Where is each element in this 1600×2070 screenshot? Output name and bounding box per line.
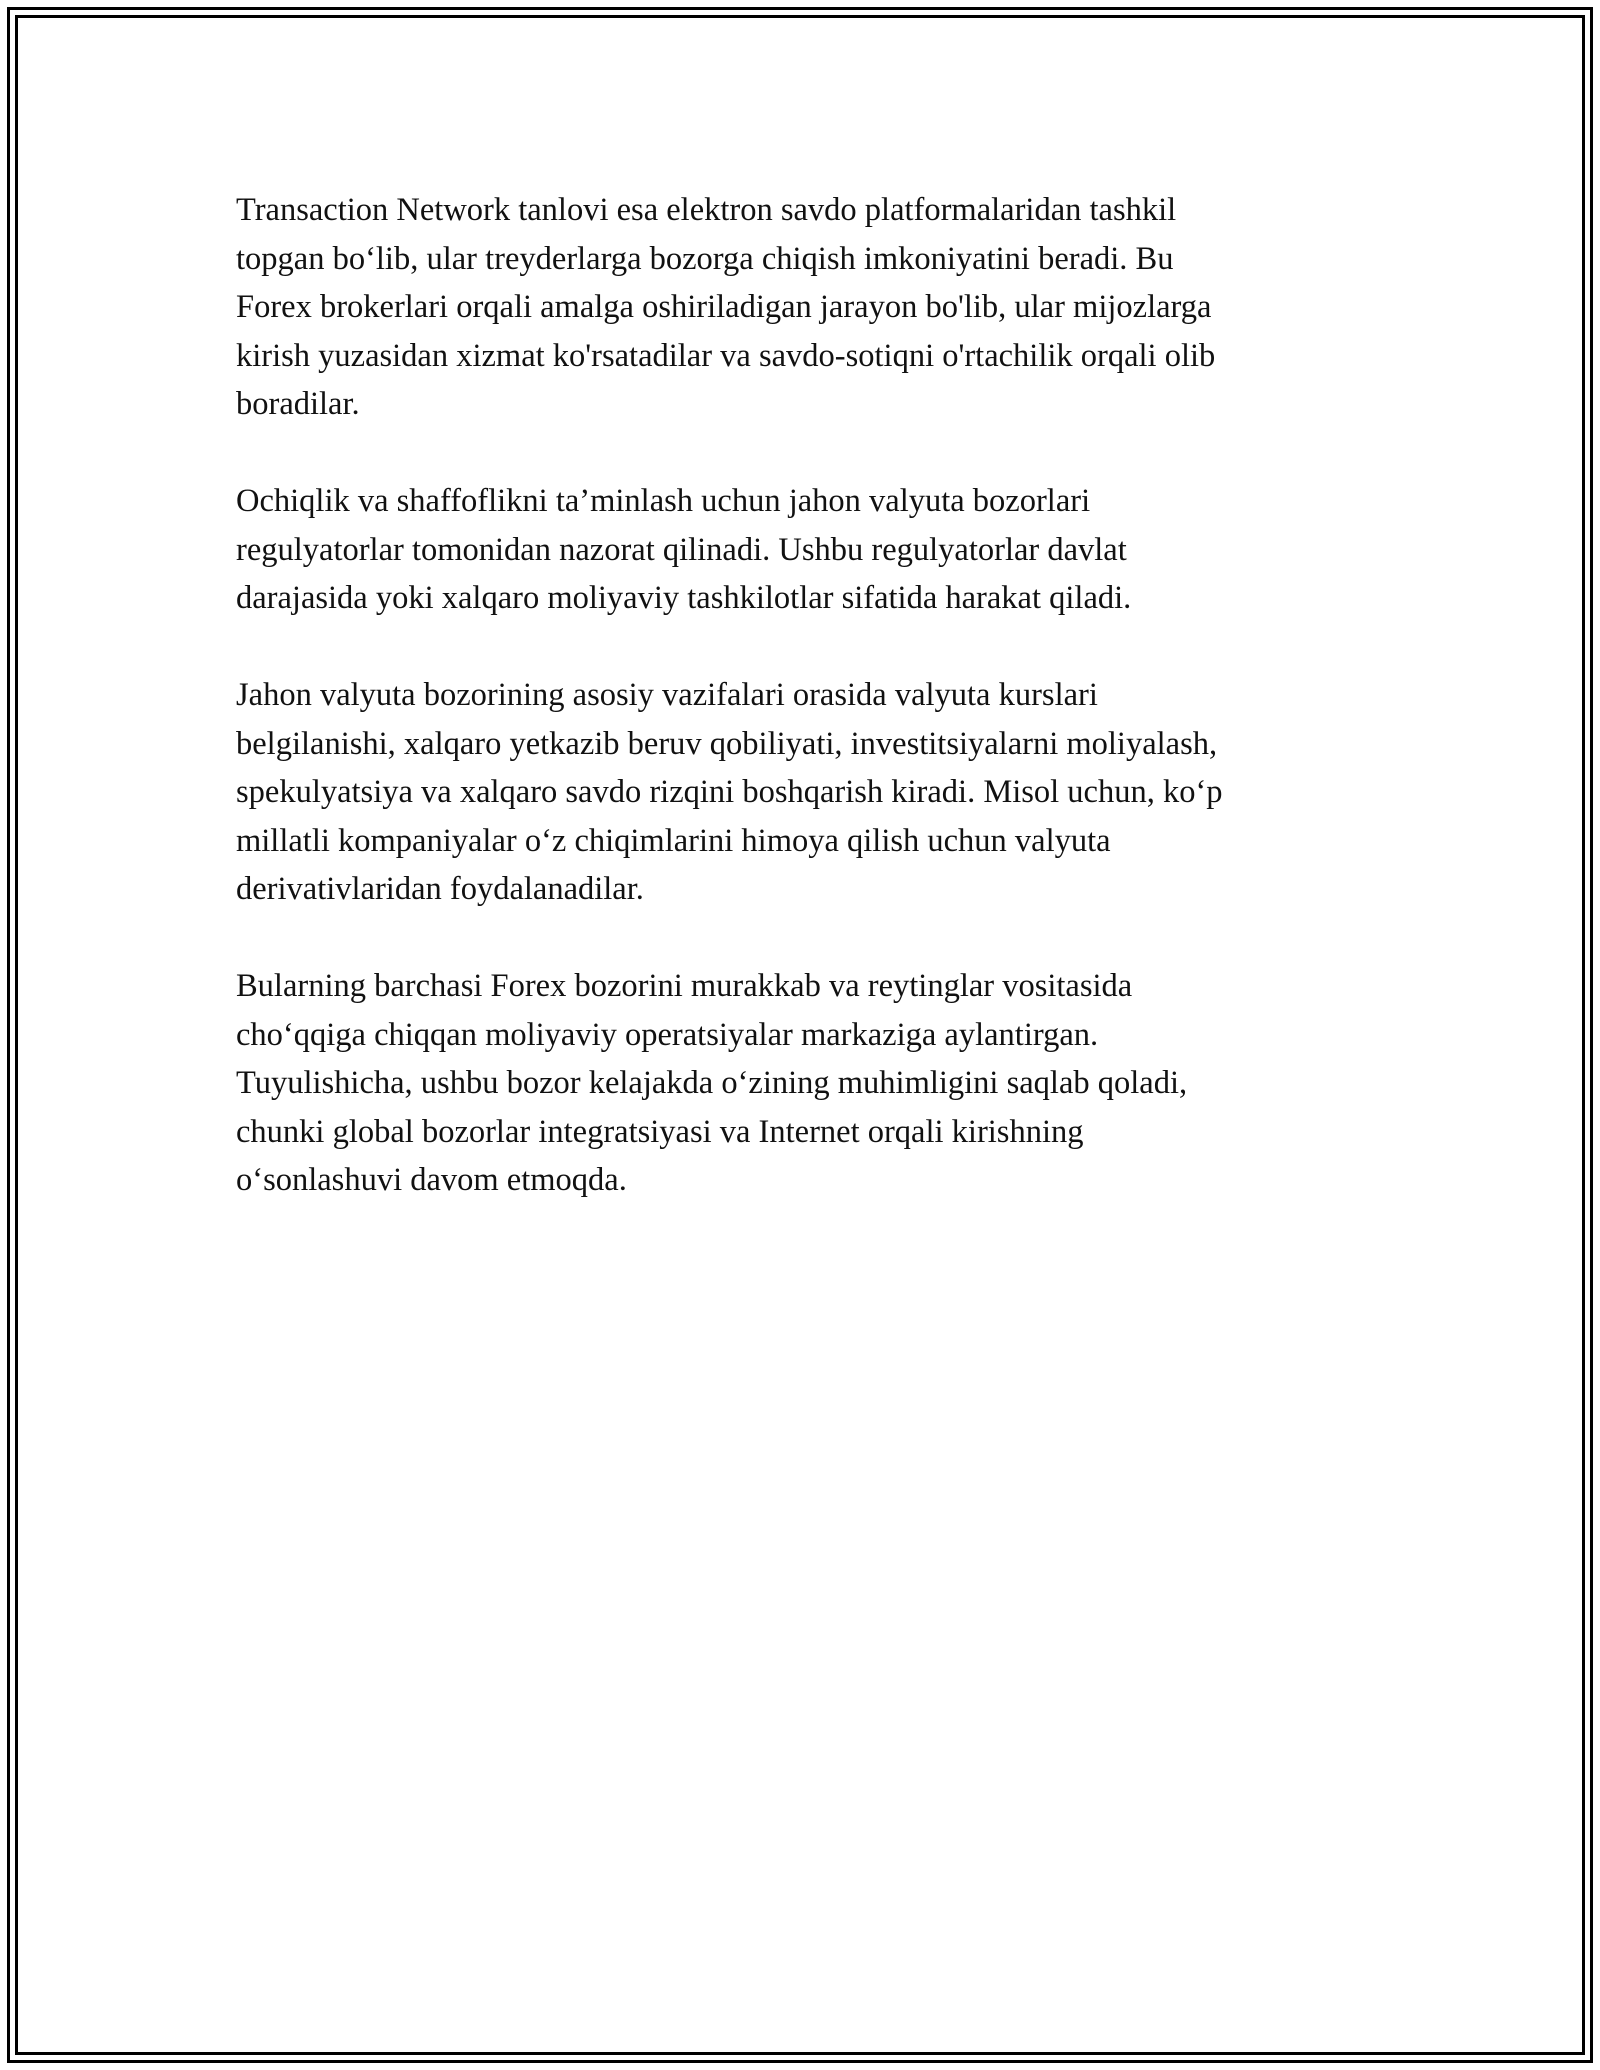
text-line: boradilar. bbox=[236, 386, 360, 422]
text-line: belgilanishi, xalqaro yetkazib beruv qobiliyati, investitsiyalarni moliyalash, bbox=[236, 725, 1218, 762]
text-line: Jahon valyuta bozorining asosiy vazifalari orasida valyuta kurslari bbox=[236, 677, 1098, 713]
document-body bbox=[236, 186, 1356, 1253]
text-line: Bularning barchasi Forex bozorini murakkab va reytinglar vositasida bbox=[236, 968, 1133, 1004]
text-line: darajasida yoki xalqaro moliyaviy tashkilotlar sifatida harakat qiladi. bbox=[236, 580, 1132, 616]
text-line: o‘sonlashuvi davom etmoqda. bbox=[236, 1162, 627, 1198]
text-line: chunki global bozorlar integratsiyasi va Internet orqali kirishning bbox=[236, 1113, 1084, 1150]
paragraph-market-functions bbox=[236, 671, 1356, 914]
text-line: Transaction Network tanlovi esa elektron savdo platformalaridan tashkil bbox=[236, 192, 1177, 228]
text-line: regulyatorlar tomonidan nazorat qilinadi. Ushbu regulyatorlar davlat bbox=[236, 531, 1127, 568]
text-line: Ochiqlik va shaffoflikni ta’minlash uchun jahon valyuta bozorlari bbox=[236, 483, 1091, 519]
text-line: Tuyulishicha, ushbu bozor kelajakda o‘zining muhimligini saqlab qoladi, bbox=[236, 1065, 1188, 1101]
paragraph-conclusion bbox=[236, 962, 1356, 1205]
text-line: topgan bo‘lib, ular treyderlarga bozorga chiqish imkoniyatini beradi. Bu bbox=[236, 240, 1174, 277]
text-line: millatli kompaniyalar o‘z chiqimlarini himoya qilish uchun valyuta bbox=[236, 822, 1111, 859]
text-line: kirish yuzasidan xizmat ko'rsatadilar va savdo-sotiqni o'rtachilik orqali olib bbox=[236, 337, 1216, 374]
text-line: spekulyatsiya va xalqaro savdo rizqini boshqarish kiradi. Misol uchun, ko‘p bbox=[236, 774, 1223, 810]
text-line: cho‘qqiga chiqqan moliyaviy operatsiyalar markaziga aylantirgan. bbox=[236, 1016, 1099, 1053]
paragraph-regulators bbox=[236, 477, 1356, 623]
text-line: derivativlaridan foydalanadilar. bbox=[236, 871, 644, 907]
text-line: Forex brokerlari orqali amalga oshiriladigan jarayon bo'lib, ular mijozlarga bbox=[236, 289, 1212, 325]
paragraph-transaction-network bbox=[236, 186, 1356, 429]
